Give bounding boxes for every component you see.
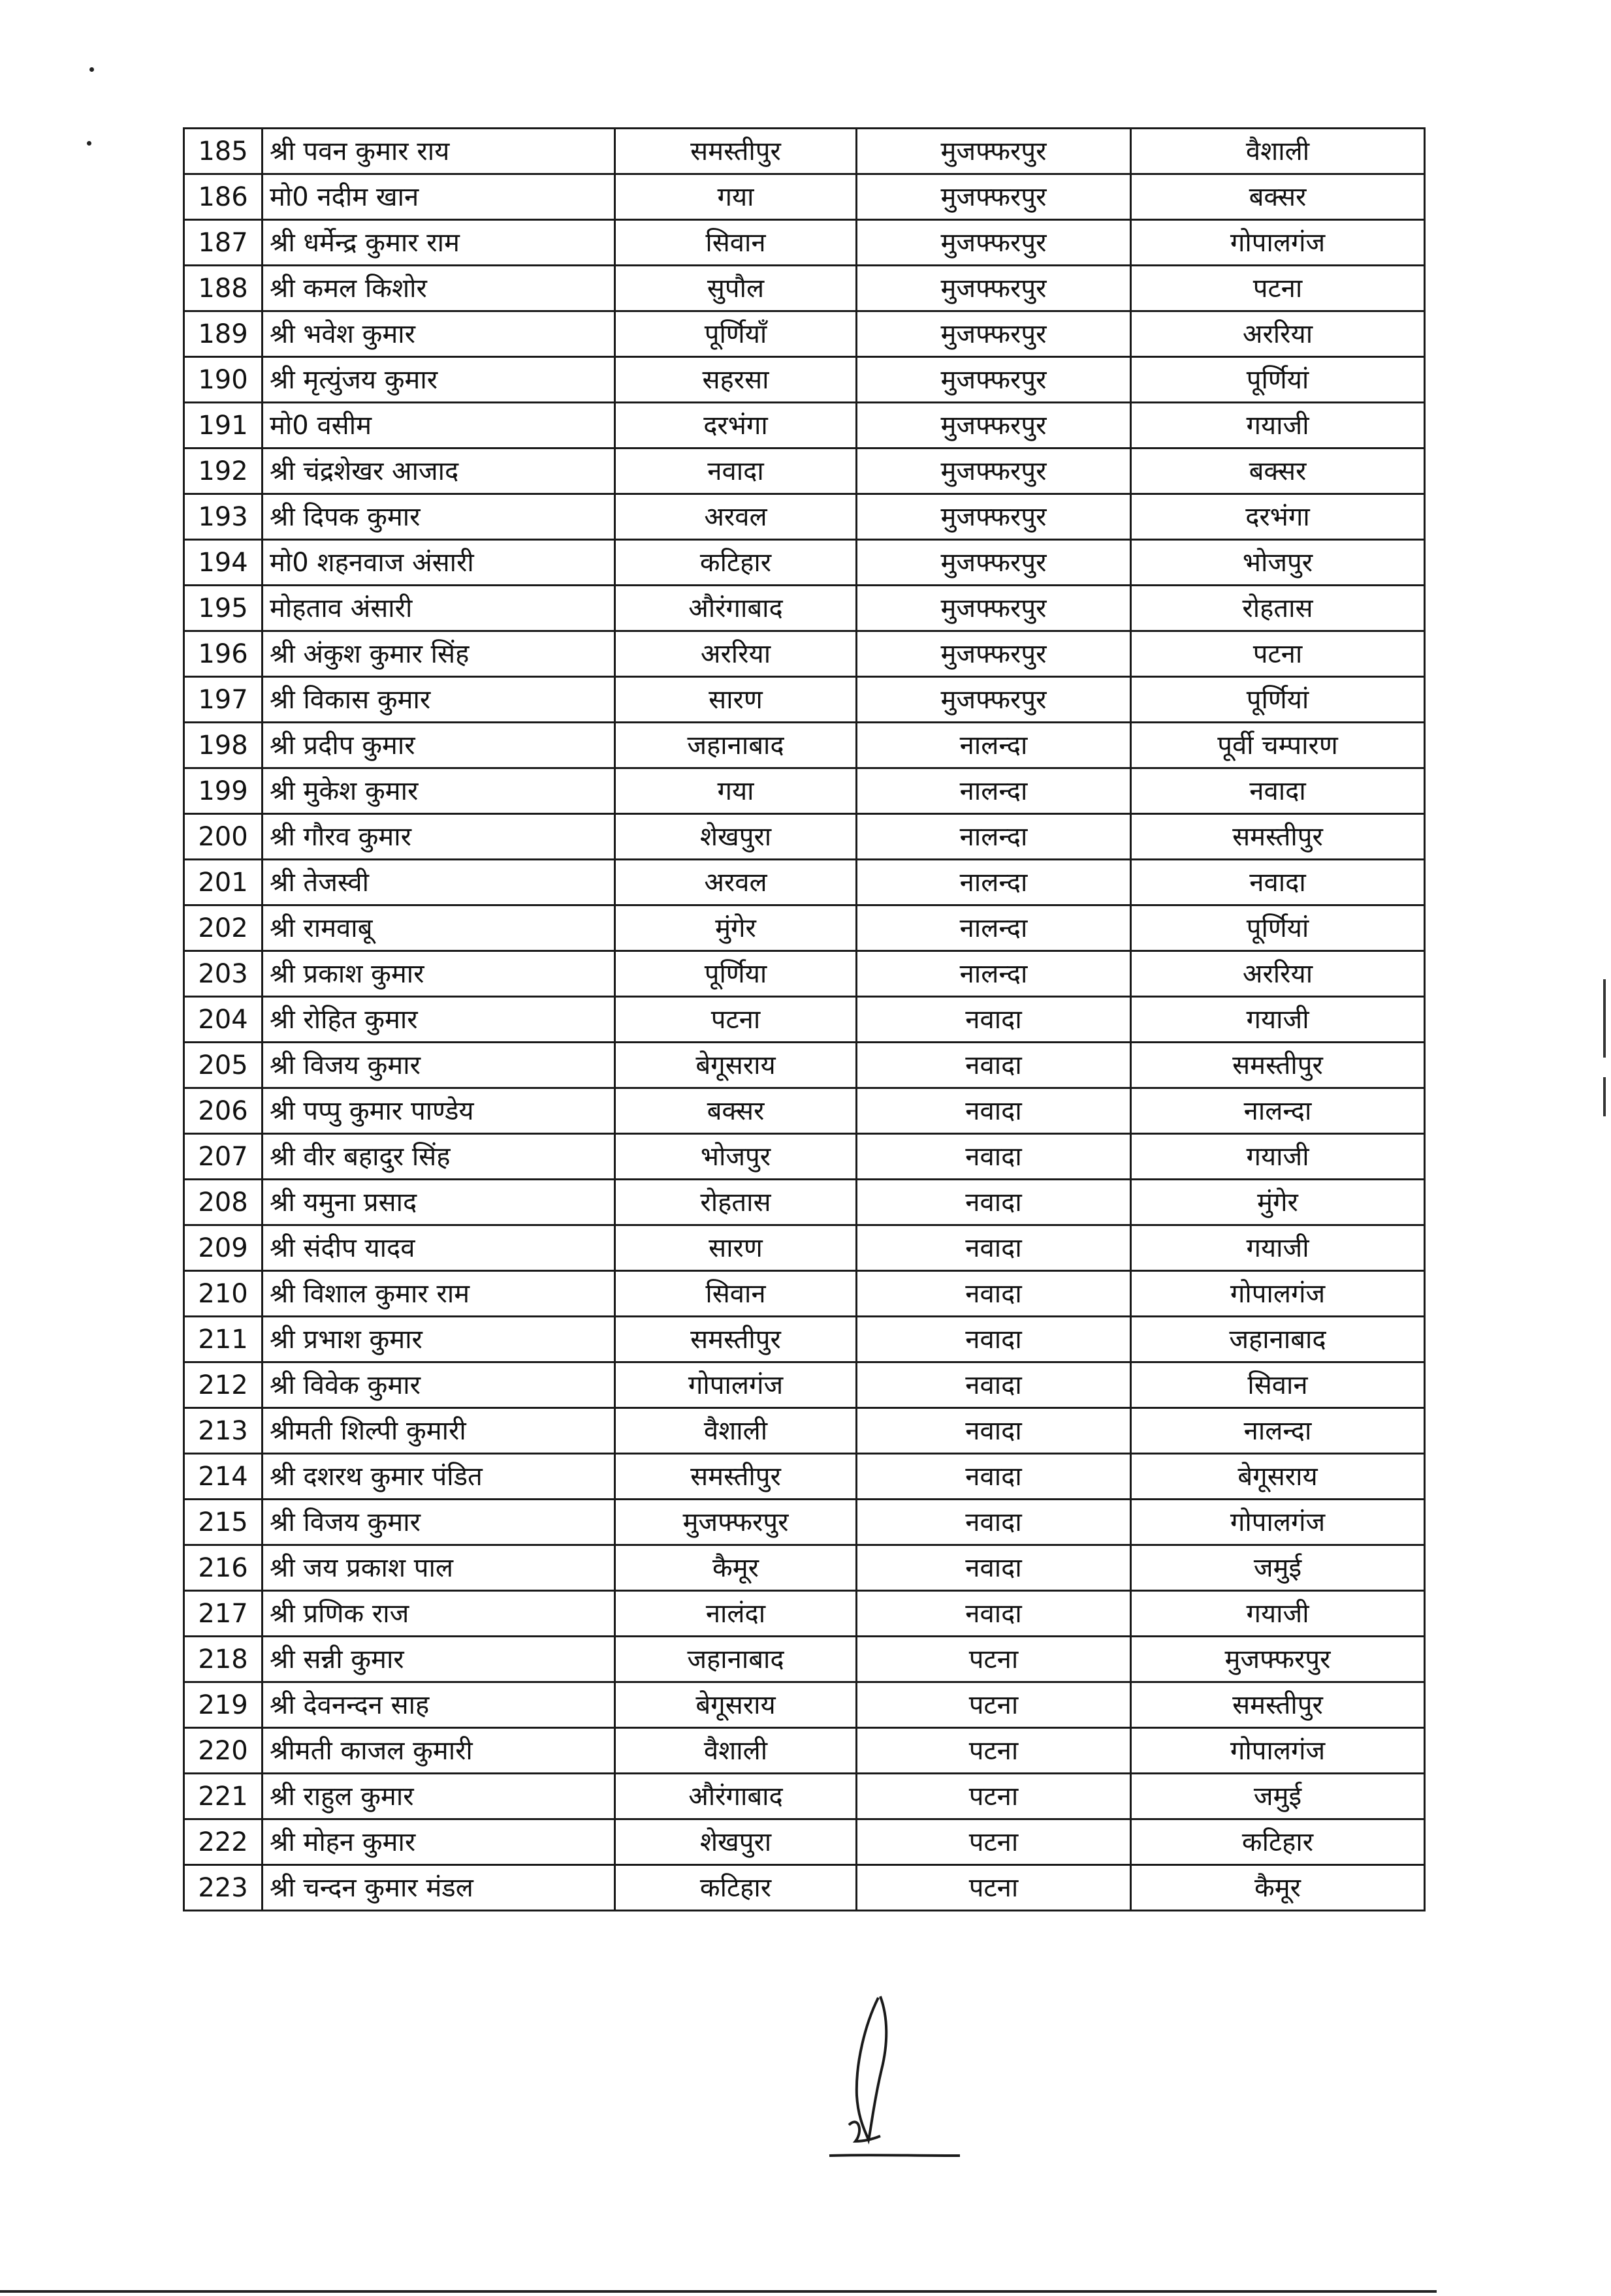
employee-name-cell: श्री धर्मेन्द्र कुमार राम <box>263 220 615 266</box>
serial-number-cell: 203 <box>184 951 263 997</box>
table-row <box>184 540 1425 586</box>
home-district-cell: सहरसा <box>615 357 857 403</box>
current-posting-cell: नवादा <box>857 1317 1131 1362</box>
new-posting-cell: समस्तीपुर <box>1131 814 1425 860</box>
serial-number-cell: 216 <box>184 1545 263 1591</box>
table-row <box>184 1500 1425 1545</box>
current-posting-cell: नवादा <box>857 1271 1131 1317</box>
current-posting-cell: पटना <box>857 1865 1131 1911</box>
new-posting-cell: गयाजी <box>1131 1591 1425 1637</box>
new-posting-cell: कैमूर <box>1131 1865 1425 1911</box>
home-district-cell: शेखपुरा <box>615 1819 857 1865</box>
home-district-cell: समस्तीपुर <box>615 1317 857 1362</box>
home-district-cell: गोपालगंज <box>615 1362 857 1408</box>
new-posting-cell: गोपालगंज <box>1131 1271 1425 1317</box>
current-posting-cell: नालन्दा <box>857 723 1131 768</box>
current-posting-cell: नालन्दा <box>857 768 1131 814</box>
serial-number-cell: 188 <box>184 266 263 311</box>
employee-name-cell: श्री जय प्रकाश पाल <box>263 1545 615 1591</box>
employee-name-cell: श्री कमल किशोर <box>263 266 615 311</box>
employee-name-cell: श्री दिपक कुमार <box>263 494 615 540</box>
table-row <box>184 1728 1425 1774</box>
new-posting-cell: पूर्णियां <box>1131 905 1425 951</box>
serial-number-cell: 206 <box>184 1088 263 1134</box>
margin-dot <box>87 141 91 146</box>
current-posting-cell: मुजफ्फरपुर <box>857 266 1131 311</box>
new-posting-cell: रोहतास <box>1131 586 1425 631</box>
new-posting-cell: गोपालगंज <box>1131 1500 1425 1545</box>
employee-name-cell: श्री विजय कुमार <box>263 1500 615 1545</box>
employee-name-cell: श्री राहुल कुमार <box>263 1774 615 1819</box>
employee-name-cell: श्री विवेक कुमार <box>263 1362 615 1408</box>
home-district-cell: नवादा <box>615 448 857 494</box>
home-district-cell: अररिया <box>615 631 857 677</box>
home-district-cell: कटिहार <box>615 1865 857 1911</box>
new-posting-cell: जमुई <box>1131 1545 1425 1591</box>
employee-name-cell: श्री यमुना प्रसाद <box>263 1180 615 1225</box>
home-district-cell: औरंगाबाद <box>615 586 857 631</box>
employee-name-cell: श्री गौरव कुमार <box>263 814 615 860</box>
home-district-cell: वैशाली <box>615 1408 857 1454</box>
new-posting-cell: नालन्दा <box>1131 1088 1425 1134</box>
serial-number-cell: 186 <box>184 174 263 220</box>
table-row <box>184 951 1425 997</box>
current-posting-cell: मुजफ्फरपुर <box>857 494 1131 540</box>
serial-number-cell: 191 <box>184 403 263 448</box>
current-posting-cell: मुजफ्फरपुर <box>857 403 1131 448</box>
new-posting-cell: गयाजी <box>1131 997 1425 1043</box>
serial-number-cell: 215 <box>184 1500 263 1545</box>
home-district-cell: सिवान <box>615 1271 857 1317</box>
table-row <box>184 997 1425 1043</box>
serial-number-cell: 185 <box>184 129 263 174</box>
table-row <box>184 1225 1425 1271</box>
home-district-cell: गया <box>615 768 857 814</box>
current-posting-cell: नालन्दा <box>857 905 1131 951</box>
current-posting-cell: मुजफ्फरपुर <box>857 129 1131 174</box>
serial-number-cell: 208 <box>184 1180 263 1225</box>
home-district-cell: रोहतास <box>615 1180 857 1225</box>
current-posting-cell: नवादा <box>857 1362 1131 1408</box>
current-posting-cell: नवादा <box>857 1043 1131 1088</box>
serial-number-cell: 192 <box>184 448 263 494</box>
current-posting-cell: मुजफ्फरपुर <box>857 586 1131 631</box>
home-district-cell: अरवल <box>615 860 857 905</box>
new-posting-cell: समस्तीपुर <box>1131 1682 1425 1728</box>
table-row <box>184 1454 1425 1500</box>
table-row <box>184 1043 1425 1088</box>
home-district-cell: जहानाबाद <box>615 723 857 768</box>
employee-name-cell: मो0 नदीम खान <box>263 174 615 220</box>
employee-name-cell: श्री चन्दन कुमार मंडल <box>263 1865 615 1911</box>
home-district-cell: बेगूसराय <box>615 1682 857 1728</box>
table-row <box>184 448 1425 494</box>
table-row <box>184 905 1425 951</box>
new-posting-cell: सिवान <box>1131 1362 1425 1408</box>
new-posting-cell: गोपालगंज <box>1131 220 1425 266</box>
serial-number-cell: 200 <box>184 814 263 860</box>
employee-name-cell: मोहताव अंसारी <box>263 586 615 631</box>
home-district-cell: सुपौल <box>615 266 857 311</box>
table-row <box>184 1134 1425 1180</box>
current-posting-cell: नवादा <box>857 1134 1131 1180</box>
current-posting-cell: नवादा <box>857 1591 1131 1637</box>
serial-number-cell: 222 <box>184 1819 263 1865</box>
new-posting-cell: गयाजी <box>1131 403 1425 448</box>
table-row <box>184 1591 1425 1637</box>
table-row <box>184 1865 1425 1911</box>
current-posting-cell: नवादा <box>857 1180 1131 1225</box>
table-row <box>184 129 1425 174</box>
serial-number-cell: 196 <box>184 631 263 677</box>
current-posting-cell: नालन्दा <box>857 814 1131 860</box>
table-row <box>184 1088 1425 1134</box>
serial-number-cell: 190 <box>184 357 263 403</box>
employee-name-cell: श्री संदीप यादव <box>263 1225 615 1271</box>
home-district-cell: बक्सर <box>615 1088 857 1134</box>
current-posting-cell: मुजफ्फरपुर <box>857 174 1131 220</box>
new-posting-cell: बक्सर <box>1131 448 1425 494</box>
current-posting-cell: मुजफ्फरपुर <box>857 677 1131 723</box>
new-posting-cell: वैशाली <box>1131 129 1425 174</box>
table-row <box>184 1774 1425 1819</box>
current-posting-cell: मुजफ्फरपुर <box>857 631 1131 677</box>
new-posting-cell: गोपालगंज <box>1131 1728 1425 1774</box>
new-posting-cell: मुंगेर <box>1131 1180 1425 1225</box>
margin-dot <box>89 67 94 72</box>
table-row <box>184 1819 1425 1865</box>
new-posting-cell: गयाजी <box>1131 1134 1425 1180</box>
signature-mark <box>803 1985 973 2161</box>
home-district-cell: कैमूर <box>615 1545 857 1591</box>
serial-number-cell: 187 <box>184 220 263 266</box>
employee-name-cell: श्रीमती काजल कुमारी <box>263 1728 615 1774</box>
serial-number-cell: 217 <box>184 1591 263 1637</box>
table-row <box>184 677 1425 723</box>
new-posting-cell: दरभंगा <box>1131 494 1425 540</box>
employee-name-cell: श्री वीर बहादुर सिंह <box>263 1134 615 1180</box>
table-row <box>184 631 1425 677</box>
table-row <box>184 174 1425 220</box>
employee-name-cell: श्री मोहन कुमार <box>263 1819 615 1865</box>
employee-name-cell: श्री प्रभाश कुमार <box>263 1317 615 1362</box>
current-posting-cell: नवादा <box>857 1545 1131 1591</box>
employee-name-cell: श्री देवनन्दन साह <box>263 1682 615 1728</box>
home-district-cell: अरवल <box>615 494 857 540</box>
home-district-cell: पूर्णियाँ <box>615 311 857 357</box>
home-district-cell: सारण <box>615 1225 857 1271</box>
new-posting-cell: भोजपुर <box>1131 540 1425 586</box>
current-posting-cell: पटना <box>857 1819 1131 1865</box>
scan-edge-mark <box>1603 1077 1606 1116</box>
serial-number-cell: 195 <box>184 586 263 631</box>
table-row <box>184 860 1425 905</box>
serial-number-cell: 197 <box>184 677 263 723</box>
employee-name-cell: श्री अंकुश कुमार सिंह <box>263 631 615 677</box>
new-posting-cell: अररिया <box>1131 951 1425 997</box>
home-district-cell: दरभंगा <box>615 403 857 448</box>
serial-number-cell: 202 <box>184 905 263 951</box>
serial-number-cell: 219 <box>184 1682 263 1728</box>
transfer-table-body <box>184 129 1425 1911</box>
home-district-cell: नालंदा <box>615 1591 857 1637</box>
table-row <box>184 403 1425 448</box>
new-posting-cell: बेगूसराय <box>1131 1454 1425 1500</box>
employee-name-cell: श्री प्रकाश कुमार <box>263 951 615 997</box>
home-district-cell: मुंगेर <box>615 905 857 951</box>
new-posting-cell: पूर्णियां <box>1131 357 1425 403</box>
table-row <box>184 1362 1425 1408</box>
home-district-cell: वैशाली <box>615 1728 857 1774</box>
home-district-cell: शेखपुरा <box>615 814 857 860</box>
employee-name-cell: श्री दशरथ कुमार पंडित <box>263 1454 615 1500</box>
current-posting-cell: नवादा <box>857 1500 1131 1545</box>
table-row <box>184 1408 1425 1454</box>
new-posting-cell: बक्सर <box>1131 174 1425 220</box>
home-district-cell: जहानाबाद <box>615 1637 857 1682</box>
employee-name-cell: श्री भवेश कुमार <box>263 311 615 357</box>
table-row <box>184 586 1425 631</box>
home-district-cell: सिवान <box>615 220 857 266</box>
home-district-cell: बेगूसराय <box>615 1043 857 1088</box>
employee-name-cell: श्रीमती शिल्पी कुमारी <box>263 1408 615 1454</box>
current-posting-cell: पटना <box>857 1774 1131 1819</box>
current-posting-cell: मुजफ्फरपुर <box>857 540 1131 586</box>
home-district-cell: औरंगाबाद <box>615 1774 857 1819</box>
current-posting-cell: मुजफ्फरपुर <box>857 448 1131 494</box>
employee-name-cell: श्री रोहित कुमार <box>263 997 615 1043</box>
current-posting-cell: नालन्दा <box>857 860 1131 905</box>
new-posting-cell: पूर्णियां <box>1131 677 1425 723</box>
table-row <box>184 266 1425 311</box>
current-posting-cell: मुजफ्फरपुर <box>857 220 1131 266</box>
transfer-table <box>183 127 1426 1911</box>
table-row <box>184 357 1425 403</box>
serial-number-cell: 193 <box>184 494 263 540</box>
employee-name-cell: श्री प्रणिक राज <box>263 1591 615 1637</box>
serial-number-cell: 205 <box>184 1043 263 1088</box>
serial-number-cell: 189 <box>184 311 263 357</box>
serial-number-cell: 204 <box>184 997 263 1043</box>
table-row <box>184 1682 1425 1728</box>
serial-number-cell: 198 <box>184 723 263 768</box>
home-district-cell: भोजपुर <box>615 1134 857 1180</box>
new-posting-cell: समस्तीपुर <box>1131 1043 1425 1088</box>
home-district-cell: सारण <box>615 677 857 723</box>
new-posting-cell: नवादा <box>1131 768 1425 814</box>
current-posting-cell: नवादा <box>857 1088 1131 1134</box>
serial-number-cell: 210 <box>184 1271 263 1317</box>
serial-number-cell: 207 <box>184 1134 263 1180</box>
employee-name-cell: श्री मुकेश कुमार <box>263 768 615 814</box>
current-posting-cell: पटना <box>857 1682 1131 1728</box>
new-posting-cell: पटना <box>1131 266 1425 311</box>
current-posting-cell: पटना <box>857 1637 1131 1682</box>
new-posting-cell: नालन्दा <box>1131 1408 1425 1454</box>
current-posting-cell: नवादा <box>857 1408 1131 1454</box>
new-posting-cell: अररिया <box>1131 311 1425 357</box>
serial-number-cell: 209 <box>184 1225 263 1271</box>
serial-number-cell: 213 <box>184 1408 263 1454</box>
employee-name-cell: श्री विकास कुमार <box>263 677 615 723</box>
table-row <box>184 220 1425 266</box>
new-posting-cell: जमुई <box>1131 1774 1425 1819</box>
table-row <box>184 1545 1425 1591</box>
table-row <box>184 311 1425 357</box>
serial-number-cell: 201 <box>184 860 263 905</box>
employee-name-cell: श्री पवन कुमार राय <box>263 129 615 174</box>
scan-edge-mark <box>1603 979 1606 1058</box>
table-row <box>184 1317 1425 1362</box>
new-posting-cell: जहानाबाद <box>1131 1317 1425 1362</box>
new-posting-cell: पटना <box>1131 631 1425 677</box>
employee-name-cell: श्री पप्पु कुमार पाण्डेय <box>263 1088 615 1134</box>
transfer-table-container <box>183 127 1424 1911</box>
table-row <box>184 1180 1425 1225</box>
home-district-cell: समस्तीपुर <box>615 129 857 174</box>
page-bottom-rule <box>0 2290 1437 2293</box>
current-posting-cell: मुजफ्फरपुर <box>857 311 1131 357</box>
serial-number-cell: 223 <box>184 1865 263 1911</box>
table-row <box>184 814 1425 860</box>
serial-number-cell: 218 <box>184 1637 263 1682</box>
home-district-cell: मुजफ्फरपुर <box>615 1500 857 1545</box>
employee-name-cell: मो0 वसीम <box>263 403 615 448</box>
home-district-cell: कटिहार <box>615 540 857 586</box>
serial-number-cell: 214 <box>184 1454 263 1500</box>
table-row <box>184 723 1425 768</box>
table-row <box>184 768 1425 814</box>
employee-name-cell: श्री सन्नी कुमार <box>263 1637 615 1682</box>
home-district-cell: पटना <box>615 997 857 1043</box>
serial-number-cell: 194 <box>184 540 263 586</box>
employee-name-cell: श्री चंद्रशेखर आजाद <box>263 448 615 494</box>
employee-name-cell: श्री विशाल कुमार राम <box>263 1271 615 1317</box>
employee-name-cell: श्री प्रदीप कुमार <box>263 723 615 768</box>
current-posting-cell: नवादा <box>857 1454 1131 1500</box>
employee-name-cell: श्री विजय कुमार <box>263 1043 615 1088</box>
current-posting-cell: नवादा <box>857 1225 1131 1271</box>
home-district-cell: समस्तीपुर <box>615 1454 857 1500</box>
new-posting-cell: पूर्वी चम्पारण <box>1131 723 1425 768</box>
current-posting-cell: नवादा <box>857 997 1131 1043</box>
new-posting-cell: कटिहार <box>1131 1819 1425 1865</box>
serial-number-cell: 212 <box>184 1362 263 1408</box>
home-district-cell: गया <box>615 174 857 220</box>
employee-name-cell: श्री तेजस्वी <box>263 860 615 905</box>
new-posting-cell: मुजफ्फरपुर <box>1131 1637 1425 1682</box>
table-row <box>184 494 1425 540</box>
new-posting-cell: गयाजी <box>1131 1225 1425 1271</box>
employee-name-cell: श्री मृत्युंजय कुमार <box>263 357 615 403</box>
employee-name-cell: मो0 शहनवाज अंसारी <box>263 540 615 586</box>
new-posting-cell: नवादा <box>1131 860 1425 905</box>
current-posting-cell: मुजफ्फरपुर <box>857 357 1131 403</box>
table-row <box>184 1637 1425 1682</box>
employee-name-cell: श्री रामवाबू <box>263 905 615 951</box>
home-district-cell: पूर्णिया <box>615 951 857 997</box>
current-posting-cell: पटना <box>857 1728 1131 1774</box>
current-posting-cell: नालन्दा <box>857 951 1131 997</box>
serial-number-cell: 211 <box>184 1317 263 1362</box>
serial-number-cell: 220 <box>184 1728 263 1774</box>
serial-number-cell: 199 <box>184 768 263 814</box>
table-row <box>184 1271 1425 1317</box>
serial-number-cell: 221 <box>184 1774 263 1819</box>
